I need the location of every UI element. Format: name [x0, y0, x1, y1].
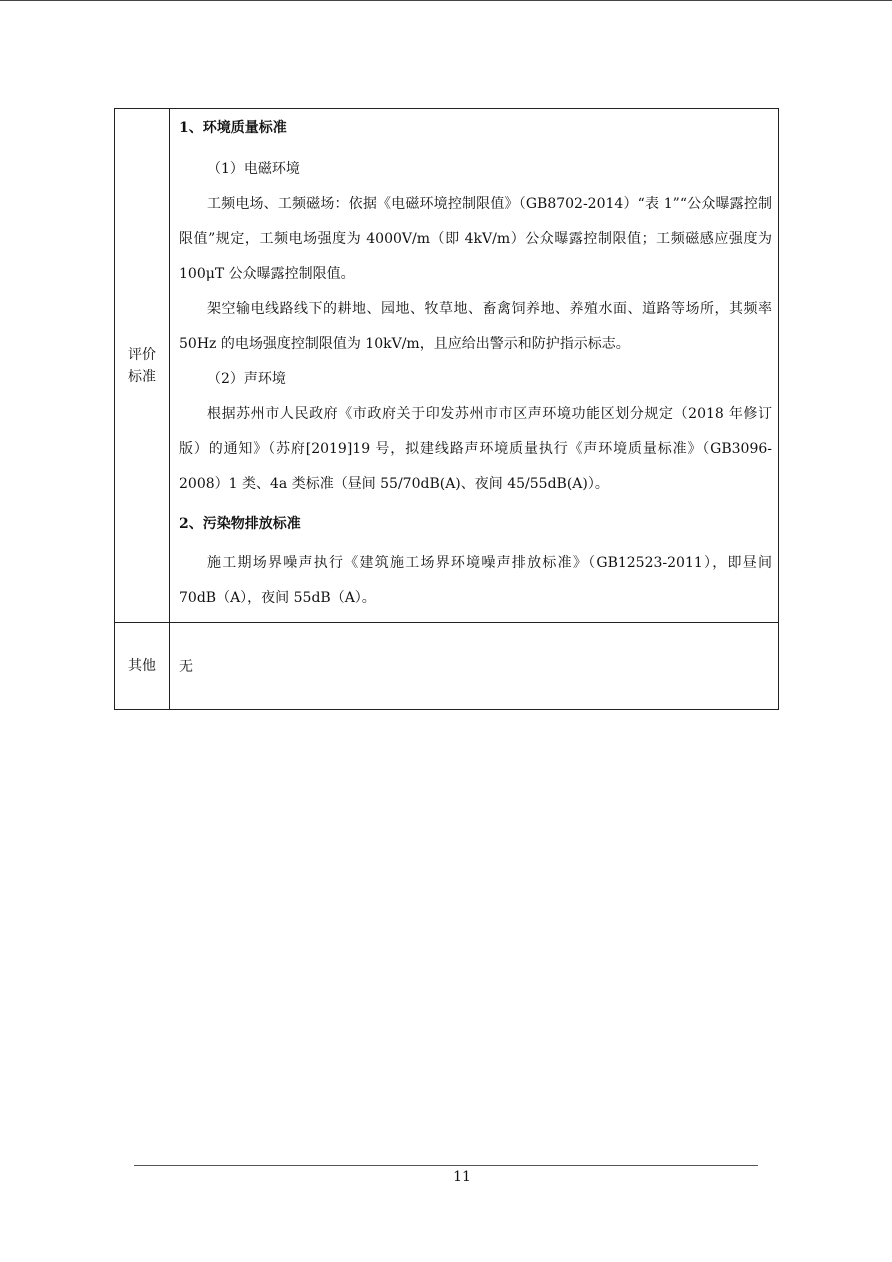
acoustic-paragraph: 根据苏州市人民政府《市政府关于印发苏州市市区声环境功能区划分规定（2018 年修订版）的通知》（苏府[2019]19 号，拟建线路声环境质量执行《声环境质量标准》（GB3096-2008）1 类、4a 类标准（昼间 55/70dB(A)、夜间 45/55dB(A)）。: [179, 406, 772, 492]
label-line-1: 评价: [128, 346, 156, 363]
other-content: [170, 623, 779, 710]
footer-divider: [134, 1165, 758, 1166]
page-number: 11: [453, 1169, 471, 1185]
standards-table: [114, 108, 779, 710]
other-value: 无: [179, 659, 193, 675]
electromagnetic-paragraph-1: 工频电场、工频磁场：依据《电磁环境控制限值》（GB8702-2014）“表 1”“公众曝露控制限值”规定，工频电场强度为 4000V/m（即 4kV/m）公众曝露控制限值；工频磁感应强度为 100μT 公众曝露控制限值。: [179, 196, 772, 282]
other-row: [115, 623, 779, 710]
label-line-2: 标准: [128, 368, 156, 385]
section1-heading: 1、环境质量标准: [179, 120, 287, 136]
sub2-heading: （2）声环境: [207, 371, 286, 387]
evaluation-standards-label: [115, 109, 170, 623]
evaluation-standards-row: [115, 109, 779, 623]
evaluation-standards-content: [170, 109, 779, 623]
section2-heading: 2、污染物排放标准: [179, 516, 301, 532]
electromagnetic-paragraph-2: 架空输电线路线下的耕地、园地、牧草地、畜禽饲养地、养殖水面、道路等场所，其频率 50Hz 的电场强度控制限值为 10kV/m，且应给出警示和防护指示标志。: [179, 301, 772, 352]
emission-paragraph: 施工期场界噪声执行《建筑施工场界环境噪声排放标准》（GB12523-2011），即昼间 70dB（A），夜间 55dB（A）。: [179, 555, 772, 606]
sub1-heading: （1）电磁环境: [207, 161, 300, 177]
top-border-line: [0, 0, 892, 1]
other-label: 其他: [115, 623, 170, 710]
